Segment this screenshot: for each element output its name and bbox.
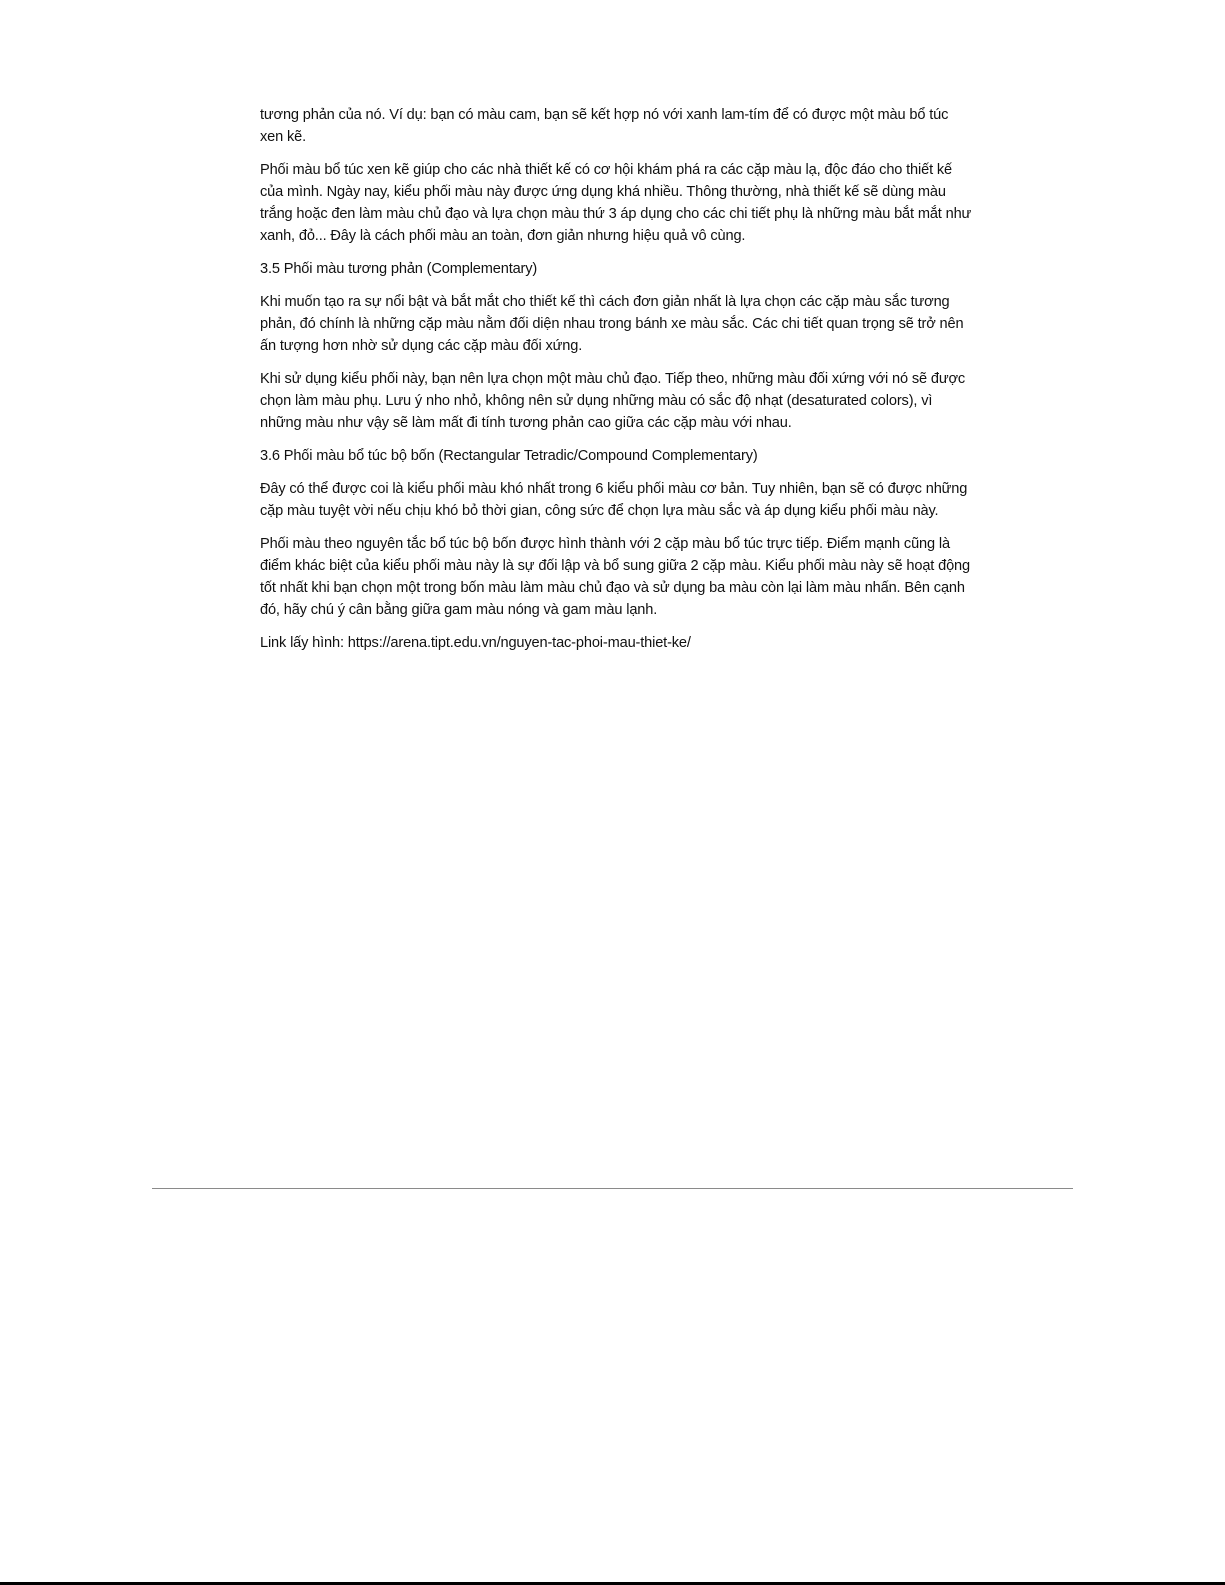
paragraph-tetradic-intro: Đây có thể được coi là kiểu phối màu khó nhất trong 6 kiểu phối màu cơ bản. Tuy nhiên, bạn sẽ có được những cặp màu tuyệt vời nếu chịu khó bỏ thời gian, công sức để chọn lựa màu sắc và áp dụng kiểu phối màu này. [260, 481, 968, 519]
paragraph-alternate-complementary-usage: Phối màu bổ túc xen kẽ giúp cho các nhà thiết kế có cơ hội khám phá ra các cặp màu lạ, độc đáo cho thiết kế của mình. Ngày nay, kiểu phối màu này được ứng dụng khá nhiều. Thông thường, nhà thiết kế sẽ dùng màu trắng hoặc đen làm màu chủ đạo và lựa chọn màu thứ 3 áp dụng cho các chi tiết phụ là những màu bắt mắt như xanh, đỏ... Đây là cách phối màu an toàn, đơn giản nhưng hiệu quả vô cùng. [260, 162, 972, 244]
paragraph-complementary-usage: Khi sử dụng kiểu phối này, bạn nên lựa chọn một màu chủ đạo. Tiếp theo, những màu đối xứng với nó sẽ được chọn làm màu phụ. Lưu ý nho nhỏ, không nên sử dụng những màu có sắc độ nhạt (desaturated colors), vì những màu như vậy sẽ làm mất đi tính tương phản cao giữa các cặp màu với nhau. [260, 371, 966, 431]
image-source-link: Link lấy hình: https://arena.tipt.edu.vn/nguyen-tac-phoi-mau-thiet-ke/ [260, 635, 691, 651]
heading-rectangular-tetradic: 3.6 Phối màu bổ túc bộ bốn (Rectangular Tetradic/Compound Complementary) [260, 448, 758, 464]
page-break-divider [152, 1188, 1073, 1189]
heading-complementary: 3.5 Phối màu tương phản (Complementary) [260, 261, 538, 277]
paragraph-alternate-complementary-end: tương phản của nó. Ví dụ: bạn có màu cam, bạn sẽ kết hợp nó với xanh lam-tím để có được một màu bổ túc xen kẽ. [260, 107, 949, 145]
paragraph-tetradic-usage: Phối màu theo nguyên tắc bổ túc bộ bốn được hình thành với 2 cặp màu bổ túc trực tiếp. Điểm mạnh cũng là điểm khác biệt của kiểu phối màu này là sự đối lập và bổ sung giữa 2 cặp màu. Kiểu phối màu này sẽ hoạt động tốt nhất khi bạn chọn một trong bốn màu làm màu chủ đạo và sử dụng ba màu còn lại làm màu nhấn. Bên cạnh đó, hãy chú ý cân bằng giữa gam màu nóng và gam màu lạnh. [260, 536, 970, 618]
paragraph-complementary-intro: Khi muốn tạo ra sự nổi bật và bắt mắt cho thiết kế thì cách đơn giản nhất là lựa chọn các cặp màu sắc tương phản, đó chính là những cặp màu nằm đối diện nhau trong bánh xe màu sắc. Các chi tiết quan trọng sẽ trở nên ấn tượng hơn nhờ sử dụng các cặp màu đối xứng. [260, 294, 964, 354]
document-body [260, 104, 972, 665]
